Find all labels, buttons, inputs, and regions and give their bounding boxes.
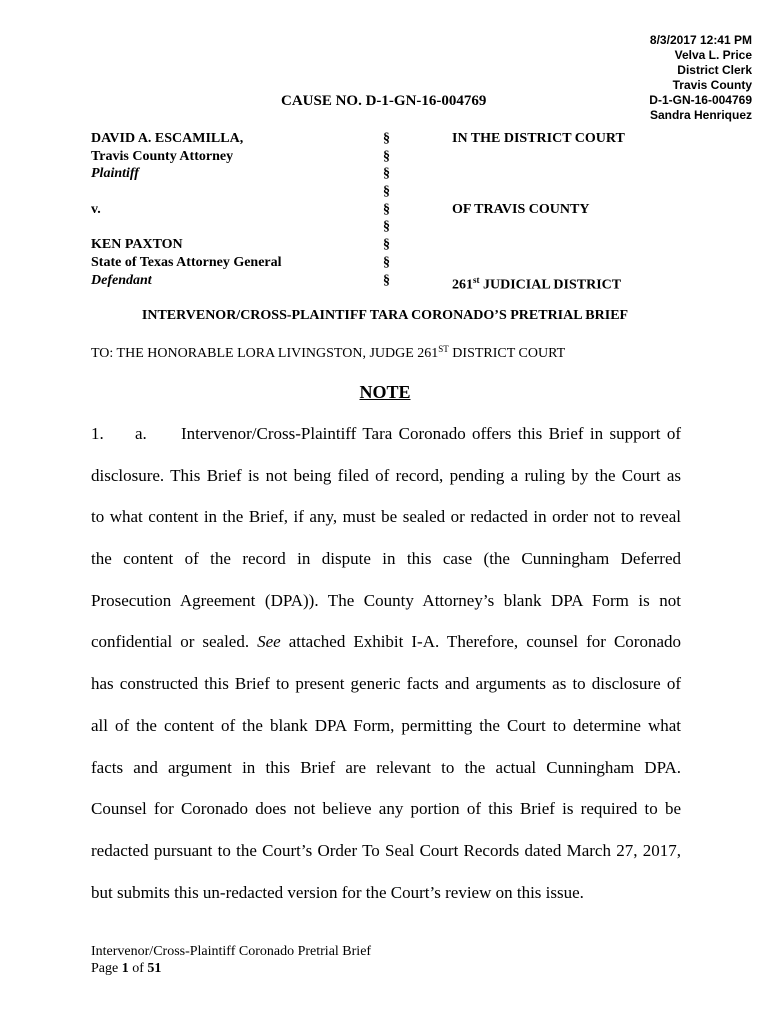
page-label: Page (91, 961, 122, 976)
plaintiff-name: DAVID A. ESCAMILLA, (91, 131, 244, 146)
note-heading: NOTE (359, 382, 411, 402)
paragraph-text: attached Exhibit I-A. Therefore, counsel for Coronado (280, 632, 681, 652)
addressee-suffix: DISTRICT COURT (448, 346, 566, 361)
district-number: 261 (452, 277, 473, 293)
section-symbol-column (383, 130, 390, 289)
section-mark: § (383, 237, 390, 253)
stamp-clerk-title: District Clerk (677, 63, 752, 77)
caption-spacer (91, 218, 282, 236)
section-mark: § (383, 166, 390, 182)
case-caption-parties (91, 130, 282, 289)
file-stamp (649, 33, 752, 123)
caption-spacer (91, 183, 282, 201)
section-mark: § (383, 184, 390, 200)
paragraph-line: all of the content of the blank DPA Form, permitting the Court to determine what (91, 715, 681, 735)
case-caption-court (452, 130, 625, 293)
paragraph-subletter: a. (135, 424, 147, 443)
paragraph-line: has constructed this Brief to present generic facts and arguments as to disclosure of (91, 674, 681, 694)
paragraph-line: disclosure. This Brief is not being filed of record, pending a ruling by the Court as (91, 465, 681, 485)
judicial-district (452, 272, 625, 293)
paragraph-number: 1. (91, 424, 104, 443)
district-label: JUDICIAL DISTRICT (479, 277, 622, 293)
page-total: 51 (147, 961, 162, 976)
plaintiff-role: Plaintiff (91, 166, 139, 182)
paragraph-1 (91, 421, 681, 921)
plaintiff-title: Travis County Attorney (91, 148, 234, 164)
addressee-suffix-sup: ST (438, 344, 449, 354)
section-mark: § (383, 272, 390, 288)
page-number: 1 (121, 961, 129, 976)
addressee-prefix: TO: THE HONORABLE LORA LIVINGSTON, JUDGE 261 (91, 346, 439, 361)
section-mark: § (383, 254, 390, 270)
section-mark: § (383, 201, 390, 217)
district-suffix: st (473, 274, 480, 285)
section-mark: § (383, 148, 390, 164)
citation-signal: See (257, 632, 281, 652)
paragraph-line: Prosecution Agreement (DPA)). The County Attorney’s blank DPA Form is not (91, 590, 681, 610)
paragraph-line: redacted pursuant to the Court’s Order To Seal Court Records dated March 27, 2017, (91, 840, 681, 860)
defendant-role: Defendant (91, 272, 152, 288)
brief-title: INTERVENOR/CROSS-PLAINTIFF TARA CORONADO’S PRETRIAL BRIEF (141, 308, 629, 323)
defendant-name: KEN PAXTON (91, 237, 183, 253)
court-line-1: IN THE DISTRICT COURT (452, 131, 625, 146)
court-line-2: OF TRAVIS COUNTY (452, 201, 590, 217)
section-mark: § (383, 219, 390, 235)
paragraph-line: to what content in the Brief, if any, must be sealed or redacted in order not to reveal (91, 507, 681, 527)
versus: v. (91, 201, 101, 217)
stamp-case-number: D-1-GN-16-004769 (649, 93, 752, 107)
footer-title: Intervenor/Cross-Plaintiff Coronado Pretrial Brief (91, 944, 372, 959)
addressee-line (91, 344, 565, 362)
stamp-datetime: 8/3/2017 12:41 PM (649, 33, 752, 47)
defendant-title: State of Texas Attorney General (91, 254, 282, 270)
stamp-deputy: Sandra Henriquez (649, 108, 752, 122)
paragraph-line: but submits this un-redacted version for the Court’s review on this issue. (91, 882, 584, 902)
page-indicator (91, 960, 371, 977)
paragraph-line: the content of the record in dispute in this case (the Cunningham Deferred (91, 549, 681, 569)
paragraph-line (91, 421, 681, 463)
paragraph-text: confidential or sealed. (91, 632, 258, 652)
paragraph-text: Intervenor/Cross-Plaintiff Tara Coronado offers this Brief in support of (181, 424, 681, 443)
paragraph-line (91, 629, 681, 671)
paragraph-line: Counsel for Coronado does not believe any portion of this Brief is required to be (91, 799, 681, 819)
stamp-clerk-name: Velva L. Price (674, 48, 752, 62)
page-of-label: of (128, 961, 148, 976)
section-mark: § (383, 131, 390, 146)
paragraph-line: facts and argument in this Brief are relevant to the actual Cunningham DPA. (91, 757, 681, 777)
page-footer (91, 943, 371, 977)
stamp-county: Travis County (672, 78, 752, 92)
cause-number: CAUSE NO. D-1-GN-16-004769 (281, 93, 487, 109)
